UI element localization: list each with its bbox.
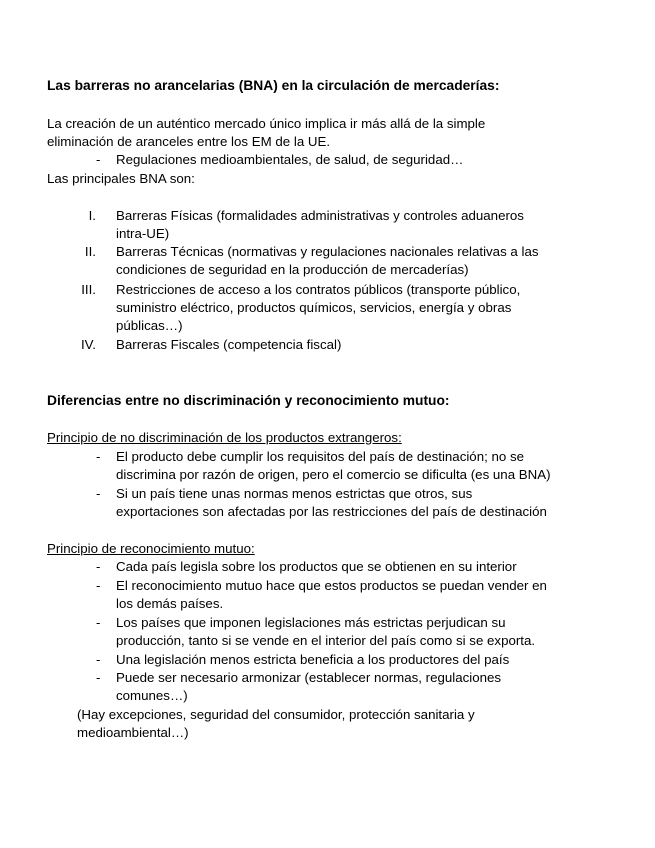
section1-heading: Las barreras no arancelarias (BNA) en la circulación de mercaderías:: [47, 78, 500, 93]
list-item-line: Barreras Técnicas (normativas y regulaciones nacionales relativas a las: [116, 244, 539, 259]
sub1-bullet-line: discrimina por razón de origen, pero el comercio se dificulta (es una BNA): [116, 467, 551, 482]
sub2-bullet-line: Cada país legisla sobre los productos que se obtienen en su interior: [116, 559, 517, 574]
intro-line-1: La creación de un auténtico mercado único implica ir más allá de la simple: [47, 116, 486, 131]
sub1-title: Principio de no discriminación de los productos extrangeros:: [47, 430, 402, 445]
sub2-bullet-line: los demás países.: [116, 596, 224, 611]
list-item-line: condiciones de seguridad en la producción de mercaderías): [116, 262, 469, 277]
sub2-bullet-line: Puede ser necesario armonizar (establecer normas, regulaciones: [116, 670, 502, 685]
list-item-line: Restricciones de acceso a los contratos públicos (transporte público,: [116, 282, 521, 297]
section2-heading: Diferencias entre no discriminación y reconocimiento mutuo:: [47, 393, 450, 408]
list-item-line: intra-UE): [116, 226, 170, 241]
sub2-bullet-line: comunes…): [116, 688, 188, 703]
intro-bullet: Regulaciones medioambientales, de salud, de seguridad…: [116, 152, 464, 167]
note-line: (Hay excepciones, seguridad del consumidor, protección sanitaria y: [77, 707, 475, 722]
sub2-title: Principio de reconocimiento mutuo:: [47, 541, 255, 556]
bullet-dash: -: [96, 486, 101, 501]
sub2-bullet-line: El reconocimiento mutuo hace que estos productos se puedan vender en: [116, 578, 547, 593]
list-intro: Las principales BNA son:: [47, 171, 195, 186]
note-line: medioambiental…): [77, 725, 189, 740]
bullet-dash: -: [96, 559, 101, 574]
sub1-bullet-line: Si un país tiene unas normas menos estrictas que otros, sus: [116, 486, 473, 501]
list-item-line: Barreras Fiscales (competencia fiscal): [116, 337, 342, 352]
list-number: III.: [81, 282, 96, 297]
bullet-dash: -: [96, 152, 101, 167]
sub1-bullet-line: exportaciones son afectadas por las restricciones del país de destinación: [116, 504, 547, 519]
list-item-line: suministro eléctrico, productos químicos, servicios, energía y obras: [116, 300, 512, 315]
sub2-bullet-line: producción, tanto si se vende en el interior del país como si se exporta.: [116, 633, 536, 648]
bullet-dash: -: [96, 652, 101, 667]
list-number: II.: [84, 244, 96, 259]
bullet-dash: -: [96, 578, 101, 593]
sub1-bullet-line: El producto debe cumplir los requisitos del país de destinación; no se: [116, 449, 525, 464]
sub2-bullet-line: Los países que imponen legislaciones más estrictas perjudican su: [116, 615, 506, 630]
list-item-line: Barreras Físicas (formalidades administrativas y controles aduaneros: [116, 208, 524, 223]
intro-line-2: eliminación de aranceles entre los EM de la UE.: [47, 134, 331, 149]
list-item-line: públicas…): [116, 318, 183, 333]
list-number: I.: [88, 208, 96, 223]
bullet-dash: -: [96, 449, 101, 464]
bullet-dash: -: [96, 670, 101, 685]
sub2-bullet-line: Una legislación menos estricta beneficia a los productores del país: [116, 652, 510, 667]
bullet-dash: -: [96, 615, 101, 630]
list-number: IV.: [80, 337, 96, 352]
